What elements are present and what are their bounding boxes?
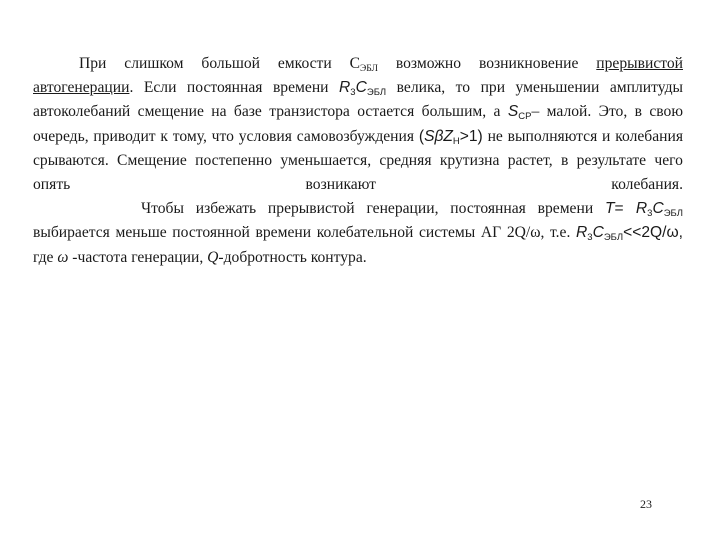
subscript: 3 [647,208,653,220]
inequality: <<2Q/ω, [623,224,683,242]
subscript: 3 [587,232,593,244]
text-run: – малой. Это, в свою очередь, приводит к тому, что условия самовозбуждения [33,103,683,145]
inequality: >1) [459,127,483,145]
body-text [33,52,683,270]
subscript: 3 [350,87,356,99]
paragraph-2 [33,197,683,270]
text-run: не выполняются и колебания срываются. Смещение постепенно [33,127,683,169]
underlined-term: прерывистой [596,55,683,72]
text-run: выбирается меньше постоянной времени колебательной системы АГ [33,224,502,242]
text-run: возможно возникновение [377,55,597,72]
paragraph-1 [33,52,683,197]
symbol-s: S [507,103,519,121]
text-run: -добротность контура. [218,248,367,266]
text-run: -частота генерации, [68,248,208,266]
text-run: Чтобы избежать прерывистой генерации, постоянная времени [141,200,594,218]
symbol-q: Q [207,248,219,266]
symbol-t: T [604,200,615,218]
text-run: 2Q/ω, т.е. [506,224,576,242]
text-run: колебания. [611,176,683,194]
subscript: ЭБЛ [603,232,624,244]
symbol-r: R [635,200,648,218]
subscript: ЭБЛ [663,208,683,220]
symbol-r: R [339,79,351,97]
text-run: уменьшается, средняя крутизна растет, в результате чего опять возникают [33,151,683,194]
symbol-s-beta: Sβ [424,127,444,145]
symbol-c: C [652,200,664,218]
text-run: велика, то при уменьшении [386,79,600,97]
page-number: 23 [640,497,652,511]
symbol-c: C [355,79,367,97]
text-run: . Если постоянная времени [129,79,340,97]
subscript: ЭБЛ [360,64,378,74]
subscript: ЭБЛ [366,87,387,99]
paren: ( [418,127,425,145]
subscript: Н [452,135,460,147]
subscript: СР [518,111,532,123]
equals: = [614,200,636,218]
symbol-omega: ω [57,248,69,266]
symbol-z: Z [443,127,453,145]
text-run: где [33,248,58,266]
symbol-r: R [576,224,588,242]
underlined-term: автогенерации [33,79,130,97]
text-run: амплитуды автоколебаний смещение на базе транзистора остается большим, а [33,79,683,121]
text-run: При слишком большой емкости С [79,55,361,72]
symbol-c: C [592,224,604,242]
